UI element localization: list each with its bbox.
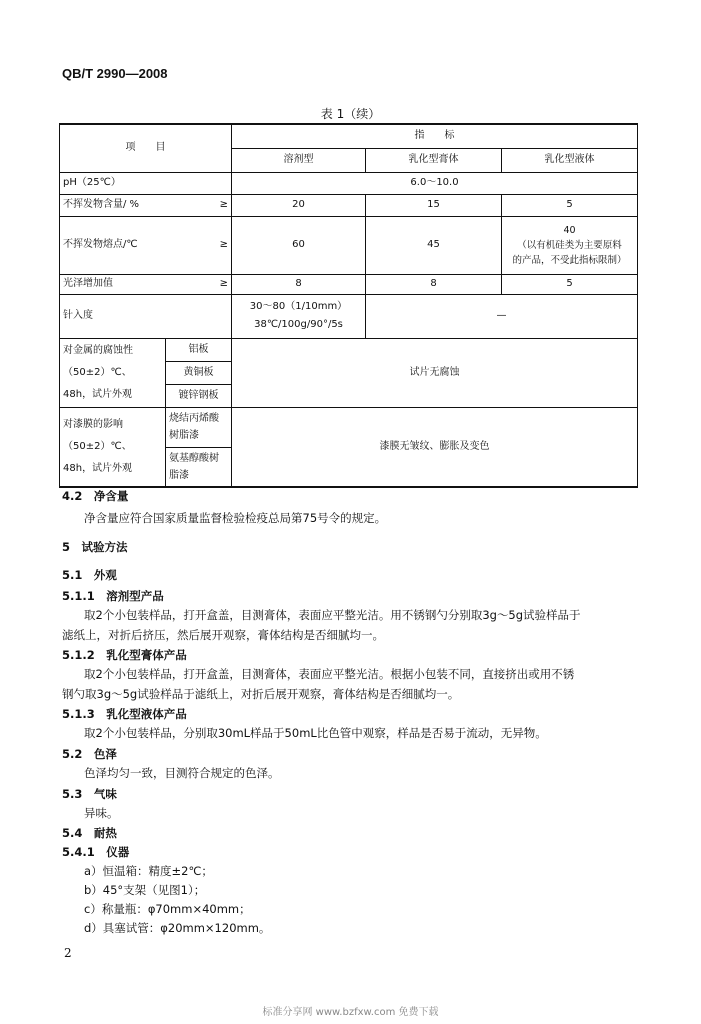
row-melting-v1: 60 xyxy=(232,216,366,274)
row-nonvolatile-v2: 15 xyxy=(366,194,502,216)
row-corrosion-value: 试片无腐蚀 xyxy=(232,338,638,407)
row-ph-value: 6.0～10.0 xyxy=(232,172,638,194)
row-nonvolatile-label: 不挥发物含量/ % ≥ xyxy=(60,194,232,216)
section-5-2-heading: 5.2 色泽 xyxy=(62,747,117,761)
header-item: 项 目 xyxy=(60,124,232,172)
instrument-item: d）具塞试管：φ20mm×120mm。 xyxy=(84,921,271,935)
row-corrosion-aluminum: 铝板 xyxy=(166,338,232,361)
standard-code: QB/T 2990—2008 xyxy=(62,66,168,81)
section-5-heading: 5 试验方法 xyxy=(62,540,128,554)
row-nonvolatile-v3: 5 xyxy=(502,194,638,216)
section-5-1-1-line1: 取2个小包装样品，打开盒盖，目测膏体，表面应平整光洁。用不锈钢勺分别取3g～5g试验样品于 xyxy=(84,608,581,622)
row-film-label: 对漆膜的影响 （50±2）℃、 48h，试片外观 xyxy=(60,407,166,487)
section-5-1-2-line2: 钢勺取3g～5g试验样品于滤纸上，对折后展开观察，膏体结构是否细腻均一。 xyxy=(62,687,460,701)
instrument-item: c）称量瓶：φ70mm×40mm； xyxy=(84,902,251,916)
table-caption: 表 1（续） xyxy=(320,107,381,121)
row-gloss-v1: 8 xyxy=(232,274,366,294)
row-film-amino: 氨基醇酸树 脂漆 xyxy=(166,447,232,487)
section-5-1-2-line1: 取2个小包装样品，打开盒盖，目测膏体，表面应平整光洁。根据小包装不同，直接挤出或用不锈 xyxy=(84,667,575,681)
row-nonvolatile-v1: 20 xyxy=(232,194,366,216)
row-film-value: 漆膜无皱纹、膨胀及变色 xyxy=(232,407,638,487)
section-5-1-1-line2: 滤纸上，对折后挤压，然后展开观察，膏体结构是否细腻均一。 xyxy=(62,628,384,642)
row-corrosion-label: 对金属的腐蚀性 （50±2）℃、 48h，试片外观 xyxy=(60,338,166,407)
row-gloss-v3: 5 xyxy=(502,274,638,294)
row-penetration-label: 针入度 xyxy=(60,294,232,338)
header-emulsion-paste: 乳化型膏体 xyxy=(366,148,502,172)
page-number: 2 xyxy=(64,946,72,960)
section-5-1-heading: 5.1 外观 xyxy=(62,568,117,582)
section-5-3-heading: 5.3 气味 xyxy=(62,787,117,801)
row-penetration-v1: 30～80（1/10mm） 38℃/100g/90°/5s xyxy=(232,294,366,338)
row-ph-label: pH（25℃） xyxy=(60,172,232,194)
section-5-1-3-heading: 5.1.3 乳化型液体产品 xyxy=(62,707,187,721)
section-5-3-text: 异味。 xyxy=(84,806,119,820)
row-melting-label: 不挥发物熔点/℃ ≥ xyxy=(60,216,232,274)
row-corrosion-galvanized: 镀锌钢板 xyxy=(166,384,232,407)
section-5-4-1-heading: 5.4.1 仪器 xyxy=(62,845,130,859)
section-5-1-2-heading: 5.1.2 乳化型膏体产品 xyxy=(62,648,187,662)
section-5-1-1-heading: 5.1.1 溶剂型产品 xyxy=(62,589,164,603)
instrument-item: b）45°支架（见图1）； xyxy=(84,883,206,897)
section-5-1-3-line1: 取2个小包装样品，分别取30mL样品于50mL比色管中观察，样品是否易于流动，无异物。 xyxy=(84,726,547,740)
row-film-acrylic: 烧结丙烯酸 树脂漆 xyxy=(166,407,232,447)
row-melting-v2: 45 xyxy=(366,216,502,274)
instrument-item: a）恒温箱：精度±2℃； xyxy=(84,864,213,878)
row-corrosion-brass: 黄铜板 xyxy=(166,361,232,384)
header-indicator: 指 标 xyxy=(232,124,638,148)
footer-watermark: 标准分享网 www.bzfxw.com 免费下载 xyxy=(262,1007,439,1018)
row-melting-v3: 40 （以有机硅类为主要原料 的产品，不受此指标限制） xyxy=(502,216,638,274)
section-4-2-heading: 4.2 净含量 xyxy=(62,489,129,503)
spec-table xyxy=(59,123,638,488)
header-emulsion-liquid: 乳化型液体 xyxy=(502,148,638,172)
row-penetration-rest: — xyxy=(366,294,638,338)
section-4-2-text: 净含量应符合国家质量监督检验检疫总局第75号令的规定。 xyxy=(84,511,387,525)
section-5-2-text: 色泽均匀一致，目测符合规定的色泽。 xyxy=(84,766,280,780)
row-gloss-label: 光泽增加值 ≥ xyxy=(60,274,232,294)
section-5-4-heading: 5.4 耐热 xyxy=(62,826,117,840)
row-gloss-v2: 8 xyxy=(366,274,502,294)
header-solvent: 溶剂型 xyxy=(232,148,366,172)
